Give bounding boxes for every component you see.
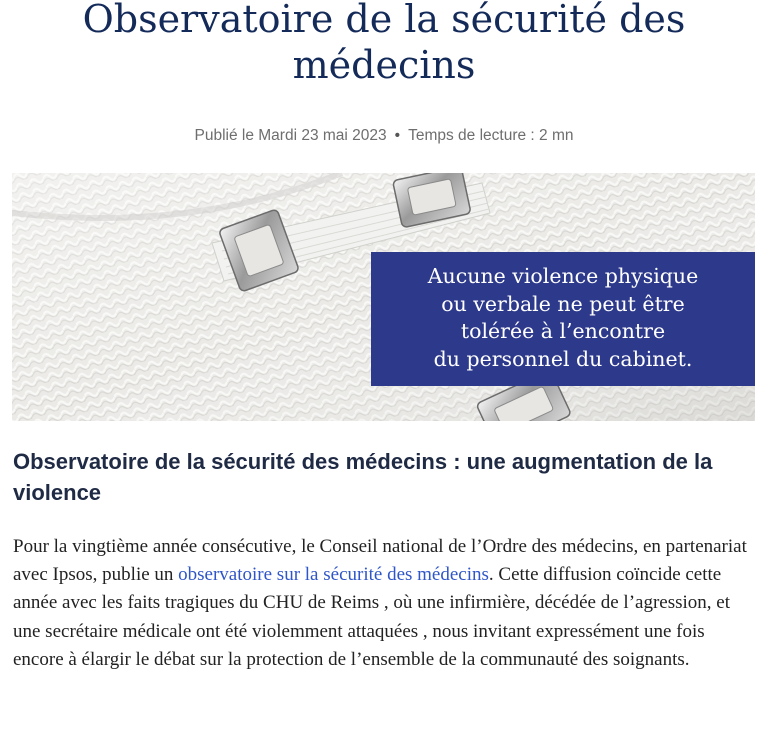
meta-separator: • (394, 127, 401, 144)
article-subtitle: Observatoire de la sécurité des médecins : une augmentation de la violence (13, 449, 713, 505)
hero-image (12, 173, 755, 421)
reading-time: Temps de lecture : 2 mn (408, 127, 574, 144)
page-title: Observatoire de la sécurité des médecins (82, 0, 686, 87)
paragraph-rest: . Cette diffusion coïncide cette année avec les faits tragiques du CHU de Reims , où une infirmière, décédée de l’agression, et une secrétaire médicale ont été violemment attaquées , nous invitant expressément une fois encore à élargir le débat sur la protection de l’ensemble de la communauté des soignants. (13, 564, 730, 670)
publish-date: Publié le Mardi 23 mai 2023 (194, 127, 387, 144)
article-meta (0, 127, 768, 145)
article-paragraph (13, 533, 755, 674)
hero-overlay-message: Aucune violence physique ou verbale ne peut être tolérée à l’encontre du personnel du cabinet. (371, 252, 755, 386)
observatoire-link[interactable]: observatoire sur la sécurité des médecins (178, 564, 489, 586)
paragraph-intro: Pour la vingtième année consécutive, le Conseil national de l’Ordre des médecins, en partenariat avec Ipsos, publie un (13, 536, 747, 586)
